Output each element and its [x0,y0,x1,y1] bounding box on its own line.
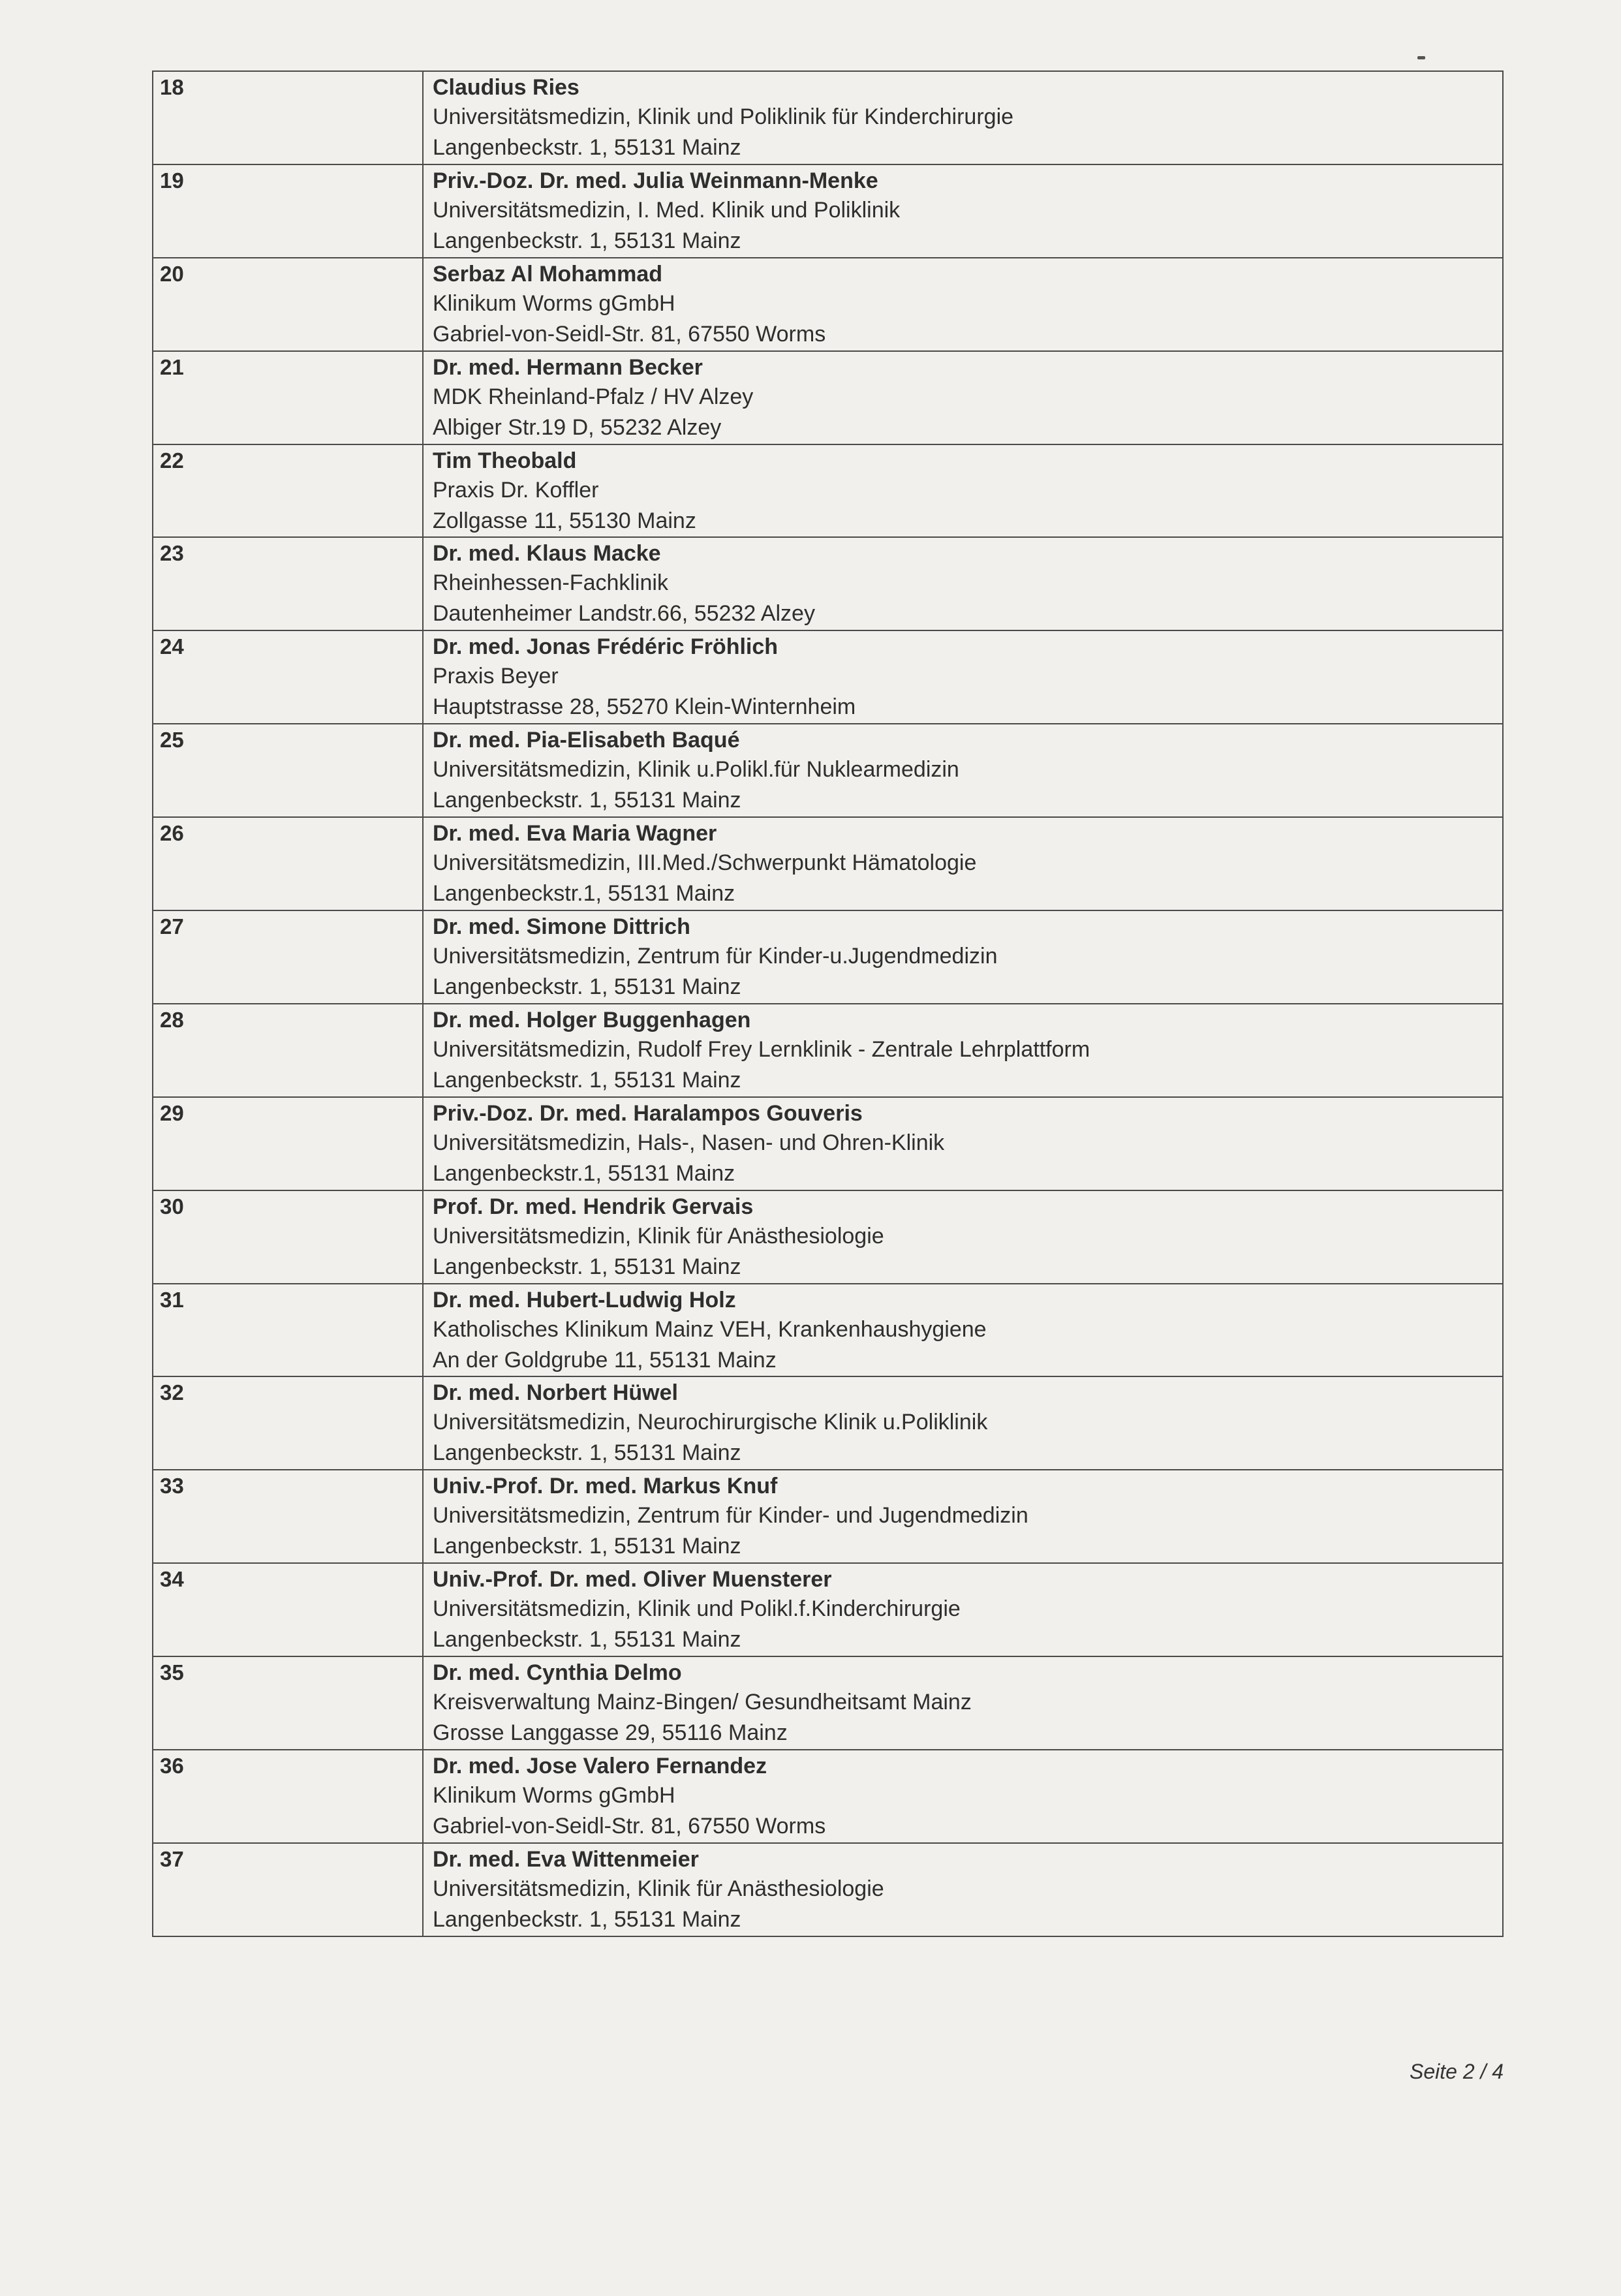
participant-table [152,70,1504,1937]
entry-address: Gabriel-von-Seidl-Str. 81, 67550 Worms [433,1814,826,1839]
entry-number: 23 [153,537,423,630]
entry-number: 31 [153,1284,423,1377]
entry-name: Univ.-Prof. Dr. med. Markus Knuf [433,1474,778,1499]
entry-details [423,630,1503,724]
entry-details [423,1190,1503,1284]
entry-details [423,258,1503,351]
entry-details [423,817,1503,910]
entry-address: Langenbeckstr. 1, 55131 Mainz [433,1534,741,1559]
table-row [153,630,1503,724]
table-row [153,1563,1503,1656]
entry-details [423,1470,1503,1563]
entry-name: Dr. med. Norbert Hüwel [433,1380,678,1406]
entry-number: 24 [153,630,423,724]
entry-details [423,537,1503,630]
entry-number: 29 [153,1097,423,1190]
entry-name: Dr. med. Holger Buggenhagen [433,1007,751,1032]
entry-name: Dr. med. Eva Maria Wagner [433,821,717,846]
entry-institution: Universitätsmedizin, Klinik u.Polikl.für Nuklearmedizin [433,757,959,783]
entry-name: Serbaz Al Mohammad [433,261,663,287]
entry-institution: Klinikum Worms gGmbH [433,290,675,316]
entry-address: Langenbeckstr. 1, 55131 Mainz [433,135,741,160]
entry-number: 18 [153,71,423,164]
entry-institution: Universitätsmedizin, Klinik und Poliklinik für Kinderchirurgie [433,104,1014,129]
entry-institution: Praxis Dr. Koffler [433,477,599,503]
entry-name: Priv.-Doz. Dr. med. Haralampos Gouveris [433,1100,863,1126]
table-row [153,1284,1503,1377]
table-row [153,1750,1503,1843]
entry-name: Claudius Ries [433,75,579,100]
table-row [153,1376,1503,1470]
entry-number: 20 [153,258,423,351]
entry-details [423,1750,1503,1843]
entry-number: 26 [153,817,423,910]
entry-name: Dr. med. Eva Wittenmeier [433,1846,699,1872]
entry-institution: Universitätsmedizin, Neurochirurgische Klinik u.Poliklinik [433,1410,988,1435]
entry-details [423,1004,1503,1097]
entry-name: Dr. med. Hubert-Ludwig Holz [433,1287,736,1312]
table-row [153,164,1503,258]
entry-address: Hauptstrasse 28, 55270 Klein-Winternheim [433,694,856,720]
table-row [153,537,1503,630]
entry-name: Dr. med. Jose Valero Fernandez [433,1754,767,1779]
entry-number: 32 [153,1376,423,1470]
entry-address: Gabriel-von-Seidl-Str. 81, 67550 Worms [433,321,826,347]
entry-institution: Universitätsmedizin, Zentrum für Kinder- und Jugendmedizin [433,1503,1028,1528]
entry-institution: Kreisverwaltung Mainz-Bingen/ Gesundheitsamt Mainz [433,1690,972,1715]
table-row [153,910,1503,1004]
scan-speck [1417,56,1425,59]
entry-details [423,1563,1503,1656]
entry-institution: Universitätsmedizin, Klinik und Polikl.f.Kinderchirurgie [433,1596,961,1622]
entry-details [423,1376,1503,1470]
entry-name: Univ.-Prof. Dr. med. Oliver Muensterer [433,1567,832,1592]
entry-name: Prof. Dr. med. Hendrik Gervais [433,1194,754,1219]
entry-institution: Universitätsmedizin, I. Med. Klinik und Poliklinik [433,197,901,223]
entry-name: Dr. med. Simone Dittrich [433,914,690,940]
entry-number: 27 [153,910,423,1004]
entry-details [423,724,1503,817]
entry-number: 36 [153,1750,423,1843]
entry-institution: Universitätsmedizin, Klinik für Anästhesiologie [433,1876,884,1901]
table-row [153,258,1503,351]
entry-number: 35 [153,1656,423,1750]
entry-number: 22 [153,444,423,538]
entry-address: Langenbeckstr.1, 55131 Mainz [433,881,735,907]
entry-address: Langenbeckstr. 1, 55131 Mainz [433,1440,741,1466]
entry-number: 21 [153,351,423,444]
entry-details [423,1097,1503,1190]
entry-address: Langenbeckstr. 1, 55131 Mainz [433,1627,741,1652]
entry-details [423,910,1503,1004]
table-row [153,817,1503,910]
entry-address: Langenbeckstr. 1, 55131 Mainz [433,228,741,253]
entry-address: Langenbeckstr. 1, 55131 Mainz [433,1254,741,1279]
table-row [153,351,1503,444]
entry-details [423,351,1503,444]
entry-institution: Universitätsmedizin, Klinik für Anästhesiologie [433,1223,884,1249]
entry-number: 34 [153,1563,423,1656]
entry-address: Langenbeckstr. 1, 55131 Mainz [433,1906,741,1932]
table-row [153,1843,1503,1936]
entry-institution: Universitätsmedizin, Hals-, Nasen- und Ohren-Klinik [433,1130,945,1155]
table-row [153,1470,1503,1563]
entry-institution: Praxis Beyer [433,664,559,689]
entry-address: Albiger Str.19 D, 55232 Alzey [433,414,722,440]
entry-name: Dr. med. Cynthia Delmo [433,1660,682,1686]
entry-name: Priv.-Doz. Dr. med. Julia Weinmann-Menke [433,168,878,193]
entry-name: Dr. med. Hermann Becker [433,354,703,380]
entry-address: Langenbeckstr. 1, 55131 Mainz [433,788,741,813]
entry-address: Langenbeckstr.1, 55131 Mainz [433,1160,735,1186]
entry-institution: MDK Rheinland-Pfalz / HV Alzey [433,384,754,409]
entry-number: 19 [153,164,423,258]
page-number: Seite 2 / 4 [1410,2060,1504,2083]
entry-details [423,1843,1503,1936]
entry-name: Tim Theobald [433,448,577,473]
entry-number: 25 [153,724,423,817]
entry-name: Dr. med. Pia-Elisabeth Baqué [433,728,740,753]
table-row [153,1004,1503,1097]
entry-address: Dautenheimer Landstr.66, 55232 Alzey [433,601,815,627]
entry-name: Dr. med. Klaus Macke [433,541,661,566]
entry-details [423,164,1503,258]
entry-institution: Universitätsmedizin, III.Med./Schwerpunkt Hämatologie [433,850,977,876]
entry-number: 37 [153,1843,423,1936]
entry-institution: Klinikum Worms gGmbH [433,1783,675,1808]
entry-details [423,71,1503,164]
entry-number: 30 [153,1190,423,1284]
entry-name: Dr. med. Jonas Frédéric Fröhlich [433,634,779,660]
entry-details [423,1284,1503,1377]
table-row [153,1190,1503,1284]
participant-table-body [153,71,1503,1936]
table-row [153,71,1503,164]
entry-institution: Universitätsmedizin, Rudolf Frey Lernklinik - Zentrale Lehrplattform [433,1036,1090,1062]
table-row [153,724,1503,817]
table-row [153,1097,1503,1190]
table-row [153,444,1503,538]
entry-institution: Katholisches Klinikum Mainz VEH, Krankenhaushygiene [433,1316,987,1342]
entry-institution: Universitätsmedizin, Zentrum für Kinder-u.Jugendmedizin [433,944,998,969]
entry-address: Zollgasse 11, 55130 Mainz [433,508,696,533]
entry-details [423,444,1503,538]
entry-details [423,1656,1503,1750]
entry-number: 33 [153,1470,423,1563]
entry-address: Langenbeckstr. 1, 55131 Mainz [433,1067,741,1093]
entry-address: Langenbeckstr. 1, 55131 Mainz [433,974,741,1000]
entry-number: 28 [153,1004,423,1097]
entry-address: An der Goldgrube 11, 55131 Mainz [433,1347,777,1373]
entry-institution: Rheinhessen-Fachklinik [433,570,668,596]
table-row [153,1656,1503,1750]
entry-address: Grosse Langgasse 29, 55116 Mainz [433,1720,788,1746]
